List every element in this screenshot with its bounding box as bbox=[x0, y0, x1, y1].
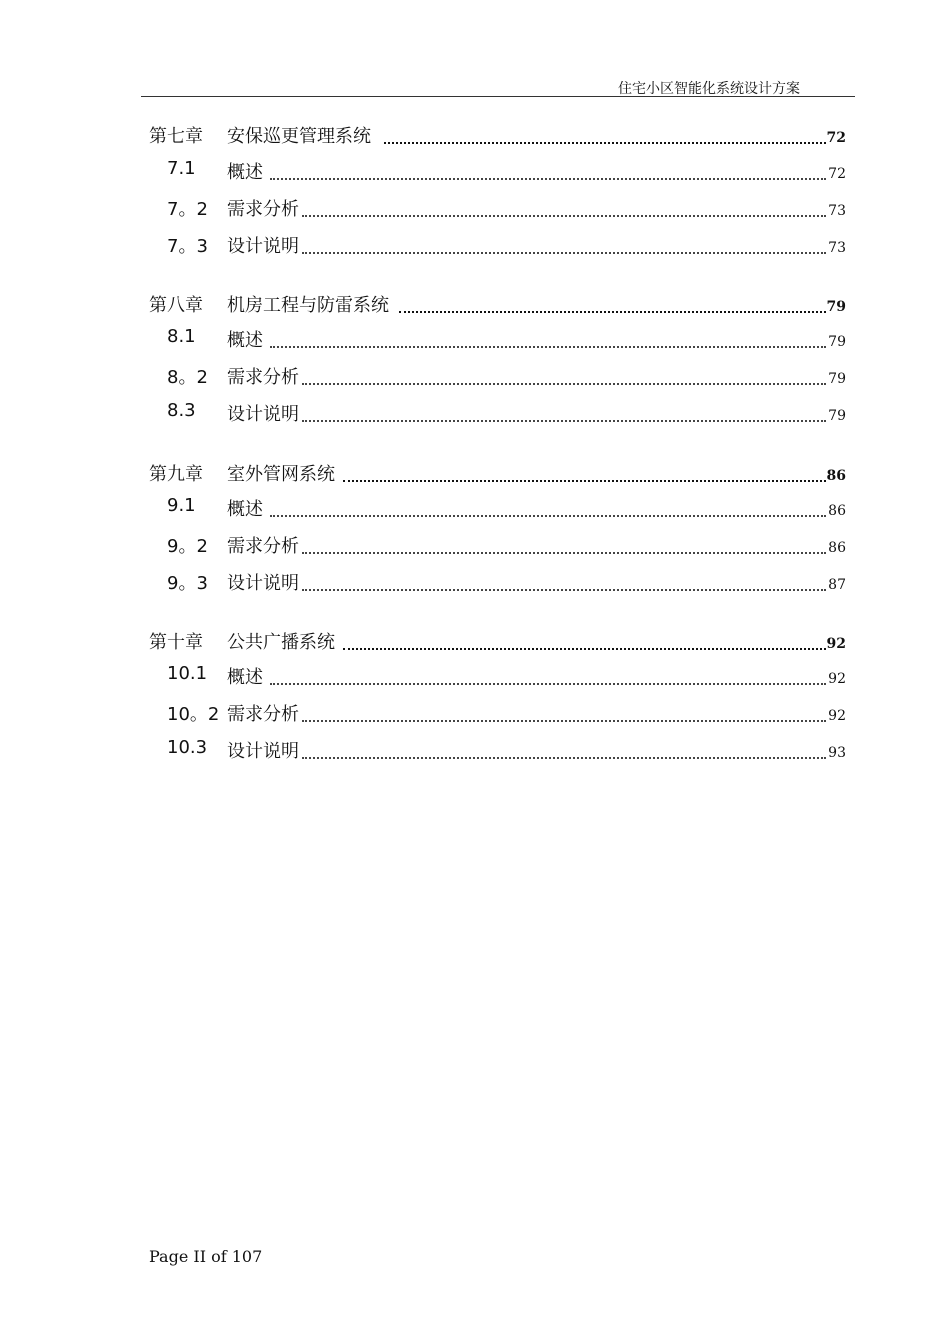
toc-section-entry[interactable] bbox=[0, 698, 950, 728]
toc-entry-page: 79 bbox=[828, 334, 846, 350]
toc-entry-page: 92 bbox=[828, 671, 846, 687]
toc-entry-page: 86 bbox=[826, 468, 846, 484]
toc-chapter-entry[interactable] bbox=[0, 458, 950, 488]
toc-entry-title: 设计说明 bbox=[227, 741, 299, 762]
toc-entry-number: 9。2 bbox=[167, 536, 208, 557]
toc-entry-title: 安保巡更管理系统 bbox=[227, 126, 371, 147]
toc-entry-page: 79 bbox=[828, 408, 846, 424]
toc-entry-number: 9.1 bbox=[167, 495, 196, 516]
toc-entry-number: 第七章 bbox=[149, 126, 203, 147]
toc-dot-leader bbox=[302, 589, 826, 591]
toc-dot-leader bbox=[302, 252, 826, 254]
toc-dot-leader bbox=[343, 480, 826, 482]
toc-section-entry[interactable] bbox=[0, 530, 950, 560]
toc-entry-number: 8.3 bbox=[167, 400, 196, 421]
toc-chapter-entry[interactable] bbox=[0, 626, 950, 656]
header-rule bbox=[141, 96, 855, 97]
toc-dot-leader bbox=[270, 515, 826, 517]
toc-entry-number: 10。2 bbox=[167, 704, 220, 725]
toc-section-entry[interactable] bbox=[0, 735, 950, 765]
toc-entry-title: 需求分析 bbox=[227, 536, 299, 557]
toc-dot-leader bbox=[399, 311, 826, 313]
toc-entry-number: 7.1 bbox=[167, 158, 196, 179]
toc-dot-leader bbox=[302, 215, 826, 217]
toc-entry-page: 92 bbox=[828, 708, 846, 724]
toc-entry-title: 设计说明 bbox=[227, 573, 299, 594]
toc-entry-title: 公共广播系统 bbox=[227, 632, 335, 653]
toc-section-entry[interactable] bbox=[0, 361, 950, 391]
toc-entry-title: 设计说明 bbox=[227, 404, 299, 425]
toc-section-entry[interactable] bbox=[0, 324, 950, 354]
header-title: 住宅小区智能化系统设计方案 bbox=[618, 81, 800, 97]
toc-dot-leader bbox=[384, 142, 826, 144]
toc-chapter-entry[interactable] bbox=[0, 289, 950, 319]
toc-entry-title: 需求分析 bbox=[227, 199, 299, 220]
toc-entry-page: 87 bbox=[828, 577, 846, 593]
toc-entry-page: 79 bbox=[826, 299, 846, 315]
toc-section-entry[interactable] bbox=[0, 193, 950, 223]
toc-entry-number: 10.1 bbox=[167, 663, 208, 684]
toc-section-entry[interactable] bbox=[0, 156, 950, 186]
toc-entry-title: 概述 bbox=[227, 330, 263, 351]
toc-entry-number: 10.3 bbox=[167, 737, 208, 758]
toc-dot-leader bbox=[270, 346, 826, 348]
toc-section-entry[interactable] bbox=[0, 567, 950, 597]
toc-entry-title: 机房工程与防雷系统 bbox=[227, 295, 389, 316]
toc-chapter-entry[interactable] bbox=[0, 120, 950, 150]
toc-entry-title: 设计说明 bbox=[227, 236, 299, 257]
toc-dot-leader bbox=[343, 648, 826, 650]
toc-entry-page: 93 bbox=[828, 745, 846, 761]
toc-dot-leader bbox=[270, 683, 826, 685]
toc-entry-page: 86 bbox=[828, 503, 846, 519]
toc-entry-number: 8。2 bbox=[167, 367, 208, 388]
toc-entry-title: 概述 bbox=[227, 667, 263, 688]
toc-entry-number: 9。3 bbox=[167, 573, 208, 594]
toc-entry-number: 8.1 bbox=[167, 326, 196, 347]
toc-section-entry[interactable] bbox=[0, 493, 950, 523]
toc-entry-title: 概述 bbox=[227, 499, 263, 520]
toc-entry-page: 86 bbox=[828, 540, 846, 556]
toc-dot-leader bbox=[302, 720, 826, 722]
toc-section-entry[interactable] bbox=[0, 398, 950, 428]
toc-section-entry[interactable] bbox=[0, 661, 950, 691]
toc-entry-title: 需求分析 bbox=[227, 367, 299, 388]
toc-entry-page: 79 bbox=[828, 371, 846, 387]
toc-entry-title: 室外管网系统 bbox=[227, 464, 335, 485]
toc-entry-title: 概述 bbox=[227, 162, 263, 183]
toc-section-entry[interactable] bbox=[0, 230, 950, 260]
toc-entry-page: 72 bbox=[828, 166, 846, 182]
toc-dot-leader bbox=[302, 757, 826, 759]
toc-entry-page: 73 bbox=[828, 240, 846, 256]
toc-dot-leader bbox=[302, 383, 826, 385]
toc-entry-number: 7。2 bbox=[167, 199, 208, 220]
toc-dot-leader bbox=[270, 178, 826, 180]
toc-entry-number: 7。3 bbox=[167, 236, 208, 257]
toc-entry-title: 需求分析 bbox=[227, 704, 299, 725]
page-footer: Page II of 107 bbox=[149, 1247, 263, 1266]
toc-entry-number: 第八章 bbox=[149, 295, 203, 316]
toc-entry-page: 73 bbox=[828, 203, 846, 219]
toc-entry-number: 第十章 bbox=[149, 632, 203, 653]
toc-entry-page: 72 bbox=[826, 130, 846, 146]
toc-dot-leader bbox=[302, 420, 826, 422]
toc-dot-leader bbox=[302, 552, 826, 554]
toc-entry-number: 第九章 bbox=[149, 464, 203, 485]
toc-entry-page: 92 bbox=[826, 636, 846, 652]
